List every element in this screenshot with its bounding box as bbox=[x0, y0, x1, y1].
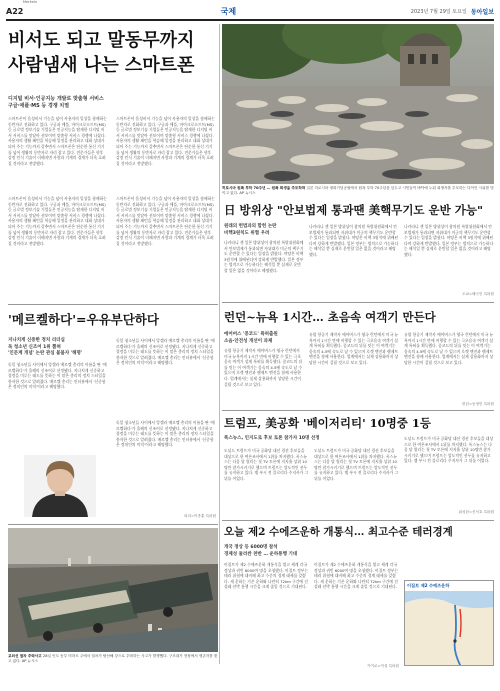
left-subheads bbox=[8, 96, 218, 110]
issue-date: 2023년 7월 29일 토요일 bbox=[410, 8, 467, 15]
top-photo-caption bbox=[222, 186, 494, 198]
suez-map-title: 이집트 제2 수에즈운하 bbox=[407, 583, 450, 588]
london-body-col-1: 유럽 항공기 제작사 에어버스가 영국 런던에서 미국 뉴욕까지 1시간 만에 비행할 수 있는 극초음속 여객기 설계 특허를 획득했다. 콩코드의 뒤를 잇는 이 여객기는 음속의 4.5배 속도로 날 수 있으며 로켓 엔진과 램제트 엔진을 함께 사용한다. 업계에서는 실제 상용화까지 상당한 시간이 걸릴 것으로 보고 있다. bbox=[224, 348, 303, 387]
left-sub-1: 디지털 비서·인공지능 개발로 맞춤형 서비스 bbox=[8, 96, 104, 102]
trump-body-col-3: 도널드 트럼프가 미국 공화당 대선 경선 후보들을 대상으로 한 여론조사에서 1위를 차지했다. 폭스뉴스는 다음 달 열리는 첫 TV 토론에 지지율 상위 10명만 참가시키기로 했으며 트럼프는 압도적인 선두를 유지하고 있다. 젭 부시 전 플로리다 주지사가 그 뒤를 이었다. bbox=[404, 436, 494, 464]
divider-merkel bbox=[8, 524, 218, 525]
train-photo-caption bbox=[8, 654, 218, 670]
suez-sub-2: 경제성 둘러싼 찬반 … 운하통행 기대 bbox=[224, 551, 298, 557]
left-body-col-1: 스마트폰이 음성비서 기능을 넘어 사용자의 일상을 함께하는 동반자로 진화하고 있다. 구글과 애플, 마이크로소프트(MS) 등 글로벌 정보기술 기업들은 인공지능을 탑재한 디지털 비서 서비스를 잇달아 선보이며 맞춤형 서비스 경쟁에 나섰다. 사용자의 생활 패턴을 학습해 일정을 관리하고 대화 상대가 되어 주는 기능까지 갖추면서 스마트폰은 단순한 통신 기기를 넘어 생활의 동반자로 자리 잡고 있다. 전문가들은 향후 감정 인식 기술이 더해지면 사람과 기계의 경계가 더욱 흐려질 것이라고 전망했다. bbox=[8, 116, 107, 166]
merkel-body-col-2: 독일 청소년들 사이에서 앙겔라 메르켈 총리의 이름을 딴 '메르켈하다'가 올해의 신조어로 선정됐다. 지나치게 신중하고 결정을 미루는 태도를 뜻하는 이 말은 총리의 정치 스타일을 풍자한 것으로 알려졌다. 메르켈 총리는 인터뷰에서 '신중함은 정치인의 미덕'이라고 해명했다. bbox=[116, 338, 215, 366]
merkel-body-col-2b: 독일 청소년들 사이에서 앙겔라 메르켈 총리의 이름을 딴 '메르켈하다'가 올해의 신조어로 선정됐다. 지나치게 신중하고 결정을 미루는 태도를 뜻하는 이 말은 총리의 정치 스타일을 풍자한 것으로 알려졌다. 메르켈 총리는 인터뷰에서 '신중함은 정치인의 미덕'이라고 해명했다. bbox=[116, 420, 215, 448]
london-sub-2: 소음·안전성 개선이 과제 bbox=[224, 338, 273, 344]
london-body-col-2: 유럽 항공기 제작사 에어버스가 영국 런던에서 미국 뉴욕까지 1시간 만에 비행할 수 있는 극초음속 여객기 설계 특허를 획득했다. 콩코드의 뒤를 잇는 이 여객기는 음속의 4.5배 속도로 날 수 있으며 로켓 엔진과 램제트 엔진을 함께 사용한다. 업계에서는 실제 상용화까지 상당한 시간이 걸릴 것으로 보고 있다. bbox=[309, 332, 399, 365]
london-body-col-3: 유럽 항공기 제작사 에어버스가 영국 런던에서 미국 뉴욕까지 1시간 만에 비행할 수 있는 극초음속 여객기 설계 특허를 획득했다. 콩코드의 뒤를 잇는 이 여객기는 음속의 4.5배 속도로 날 수 있으며 로켓 엔진과 램제트 엔진을 함께 사용한다. 업계에서는 실제 상용화까지 상당한 시간이 걸릴 것으로 보고 있다. bbox=[404, 332, 494, 365]
trump-body-col-2: 도널드 트럼프가 미국 공화당 대선 경선 후보들을 대상으로 한 여론조사에서 1위를 차지했다. 폭스뉴스는 다음 달 열리는 첫 TV 토론에 지지율 상위 10명만 참가시키기로 했으며 트럼프는 압도적인 선두를 유지하고 있다. 젭 부시 전 플로리다 주지사가 그 뒤를 이었다. bbox=[314, 448, 399, 481]
japan-subheads bbox=[224, 224, 304, 237]
trump-byline: 워싱턴=신석호 특파원 bbox=[458, 510, 494, 514]
suez-map bbox=[404, 580, 494, 666]
train-caption-title: 교외선 열차 추락사고 bbox=[8, 654, 42, 658]
london-byline: 런던=동정민 특파원 bbox=[462, 402, 494, 406]
trump-headline[interactable]: 트럼프, 美공화 '베이저리티' 10명중 1등 bbox=[224, 416, 431, 430]
japan-sub-1: 원래의 헌법과의 합헌 논란 bbox=[224, 224, 277, 229]
divider-trump bbox=[222, 520, 494, 521]
japan-body-col-2: 나카타니 겐 일본 방위상이 참의원 특별위원회에서 안보법제가 통과되면 자위대가 미군의 핵무기도 운반할 수 있다는 입장을 밝혔다. 야당은 비핵 3원칙에 위배된다며 강하게 반발했다. 일본 정부는 법적으로 가능하다는 해석일 뿐 실제로 운반할 일은 없을 것이라고 해명했다. bbox=[309, 224, 399, 257]
divider-london bbox=[222, 410, 494, 411]
top-photo-caption-text: 일본 히로시마 평화기념공원에서 원폭 투하 70주년을 앞두고 시민들이 바닥에 누워 희생자를 추모하는 다이인 시위를 벌이고 있다. AP 뉴시스 bbox=[222, 186, 494, 195]
merkel-sub-2: 독 청소년 신조어 1위 뽑혀 bbox=[8, 344, 61, 350]
merkel-portrait bbox=[24, 455, 96, 517]
top-photo bbox=[222, 24, 494, 184]
divider-japan bbox=[222, 302, 494, 303]
center-column-rule bbox=[219, 24, 220, 664]
left-body-col-2: 스마트폰이 음성비서 기능을 넘어 사용자의 일상을 함께하는 동반자로 진화하고 있다. 구글과 애플, 마이크로소프트(MS) 등 글로벌 정보기술 기업들은 인공지능을 탑재한 디지털 비서 서비스를 잇달아 선보이며 맞춤형 서비스 경쟁에 나섰다. 사용자의 생활 패턴을 학습해 일정을 관리하고 대화 상대가 되어 주는 기능까지 갖추면서 스마트폰은 단순한 통신 기기를 넘어 생활의 동반자로 자리 잡고 있다. 전문가들은 향후 감정 인식 기술이 더해지면 사람과 기계의 경계가 더욱 흐려질 것이라고 전망했다. bbox=[116, 116, 215, 166]
train-photo bbox=[8, 528, 218, 652]
suez-body-col-2: 이집트가 제2 수에즈운하 개통식을 열고 세계 각국 정상과 귀빈 6000여 명을 초청했다. 이집트 정부는 테러 위협에 대비해 최고 수준의 경계 태세를 갖췄다. 새 운하는 기존 운하와 나란히 72km 구간에 건설돼 선박 통행 시간을 크게 줄일 것으로 기대된다. bbox=[314, 562, 399, 590]
left-body-col-1b: 스마트폰이 음성비서 기능을 넘어 사용자의 일상을 함께하는 동반자로 진화하고 있다. 구글과 애플, 마이크로소프트(MS) 등 글로벌 정보기술 기업들은 인공지능을 탑재한 디지털 비서 서비스를 잇달아 선보이며 맞춤형 서비스 경쟁에 나섰다. 사용자의 생활 패턴을 학습해 일정을 관리하고 대화 상대가 되어 주는 기능까지 갖추면서 스마트폰은 단순한 통신 기기를 넘어 생활의 동반자로 자리 잡고 있다. 전문가들은 향후 감정 인식 기술이 더해지면 사람과 기계의 경계가 더욱 흐려질 것이라고 전망했다. bbox=[8, 196, 107, 246]
merkel-headline[interactable]: '메르켈하다'=우유부단하다 bbox=[8, 312, 159, 327]
japan-body-col-1: 나카타니 겐 일본 방위상이 참의원 특별위원회에서 안보법제가 통과되면 자위대가 미군의 핵무기도 운반할 수 있다는 입장을 밝혔다. 야당은 비핵 3원칙에 위배된다며 강하게 반발했다. 일본 정부는 법적으로 가능하다는 해석일 뿐 실제로 운반할 일은 없을 것이라고 해명했다. bbox=[224, 240, 304, 273]
trump-sub-1: 폭스뉴스, 인지도로 후보 토론 참가자 10명 선정 bbox=[224, 436, 320, 441]
merkel-byline: 파리=이종훈 특파원 bbox=[184, 514, 216, 518]
page-number: A22 bbox=[6, 6, 24, 16]
suez-sub-1: 개국 정상 등 6000명 참석 bbox=[224, 545, 278, 550]
london-subheads bbox=[224, 332, 304, 345]
left-headline[interactable] bbox=[8, 28, 218, 78]
header-rule bbox=[6, 19, 494, 21]
merkel-sub-1: 지나치게 신중한 정치 리더십 bbox=[8, 338, 65, 343]
merkel-body-col-1: 독일 청소년들 사이에서 앙겔라 메르켈 총리의 이름을 딴 '메르켈하다'가 올해의 신조어로 선정됐다. 지나치게 신중하고 결정을 미루는 태도를 뜻하는 이 말은 총리의 정치 스타일을 풍자한 것으로 알려졌다. 메르켈 총리는 인터뷰에서 '신중함은 정치인의 미덕'이라고 해명했다. bbox=[8, 362, 107, 390]
train-caption-text: 28일 인도 동부 비하르 주에서 열차가 탈선해 강으로 추락하는 사고가 발생했다. 구조대가 현장에서 생존자를 찾고 있다. AP 뉴시스 bbox=[8, 654, 218, 663]
suez-headline[interactable]: 오늘 제2 수에즈운하 개통식… 최고수준 테러경계 bbox=[224, 526, 453, 538]
trump-body-col-1: 도널드 트럼프가 미국 공화당 대선 경선 후보들을 대상으로 한 여론조사에서 1위를 차지했다. 폭스뉴스는 다음 달 열리는 첫 TV 토론에 지지율 상위 10명만 참가시키기로 했으며 트럼프는 압도적인 선두를 유지하고 있다. 젭 부시 전 플로리다 주지사가 그 뒤를 이었다. bbox=[224, 448, 309, 481]
suez-byline: 카이로=이설 특파원 bbox=[367, 664, 399, 668]
japan-byline: 도쿄=배극인 특파원 bbox=[462, 292, 494, 296]
page-header bbox=[6, 4, 494, 18]
top-photo-caption-title: 히로시마 원폭 투하 70주년 … 원폭 희생을 추모하며 bbox=[222, 186, 306, 190]
newspaper-brand: 동아일보 bbox=[470, 8, 494, 16]
trump-subheads bbox=[224, 436, 399, 443]
merkel-subtitle: Merkeln bbox=[22, 0, 38, 4]
divider-left bbox=[8, 304, 218, 305]
london-headline[interactable]: 런던~뉴욕 1시간… 초음속 여객기 만든다 bbox=[224, 310, 436, 324]
suez-subheads bbox=[224, 545, 399, 558]
left-headline-line-1: 비서도 되고 말동무까지 bbox=[8, 30, 195, 51]
japan-body-col-3: 나카타니 겐 일본 방위상이 참의원 특별위원회에서 안보법제가 통과되면 자위대가 미군의 핵무기도 운반할 수 있다는 입장을 밝혔다. 야당은 비핵 3원칙에 위배된다며 강하게 반발했다. 일본 정부는 법적으로 가능하다는 해석일 뿐 실제로 운반할 일은 없을 것이라고 해명했다. bbox=[404, 224, 494, 257]
left-body-col-2b: 스마트폰이 음성비서 기능을 넘어 사용자의 일상을 함께하는 동반자로 진화하고 있다. 구글과 애플, 마이크로소프트(MS) 등 글로벌 정보기술 기업들은 인공지능을 탑재한 디지털 비서 서비스를 잇달아 선보이며 맞춤형 서비스 경쟁에 나섰다. 사용자의 생활 패턴을 학습해 일정을 관리하고 대화 상대가 되어 주는 기능까지 갖추면서 스마트폰은 단순한 통신 기기를 넘어 생활의 동반자로 자리 잡고 있다. 전문가들은 향후 감정 인식 기술이 더해지면 사람과 기계의 경계가 더욱 흐려질 것이라고 전망했다. bbox=[116, 196, 215, 246]
left-sub-2: 구글·애플·MS 등 경쟁 치열 bbox=[8, 103, 70, 109]
japan-headline[interactable]: 日 방위상 "안보법제 통과땐 美핵무기도 운반 가능" bbox=[224, 203, 483, 217]
left-headline-line-2: 사람냄새 나는 스마트폰 bbox=[8, 55, 195, 76]
merkel-sub-3: '인문계 개념' 논란 관심 불붙자 '해명' bbox=[8, 351, 83, 356]
japan-sub-2: 비핵3원칙도 위협 우려 bbox=[224, 230, 270, 236]
london-sub-1: 에어버스 '콩코드' 특허출원 bbox=[224, 332, 278, 337]
suez-body-col-1: 이집트가 제2 수에즈운하 개통식을 열고 세계 각국 정상과 귀빈 6000여 명을 초청했다. 이집트 정부는 테러 위협에 대비해 최고 수준의 경계 태세를 갖췄다. 새 운하는 기존 운하와 나란히 72km 구간에 건설돼 선박 통행 시간을 크게 줄일 것으로 기대된다. bbox=[224, 562, 309, 590]
merkel-subheads bbox=[8, 338, 108, 358]
section-name: 국제 bbox=[220, 6, 237, 16]
